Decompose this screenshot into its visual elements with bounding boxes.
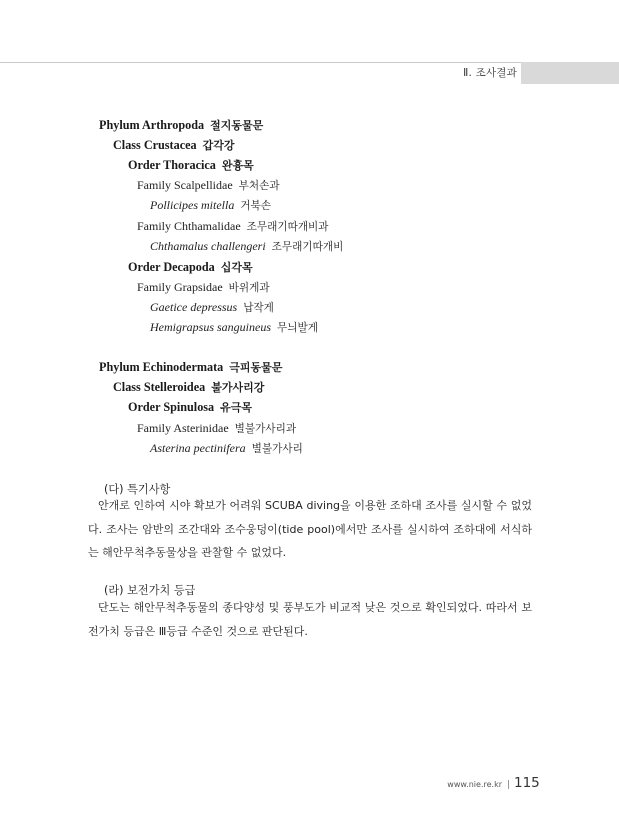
species-latin: Chthamalus challengeri [150,239,266,253]
order-spinulosa [128,399,252,416]
conservation-grade-text: 단도는 해안무척추동물의 종다양성 및 풍부도가 비교적 낮은 것으로 확인되었다. 따라서 보전가치 등급은 Ⅲ등급 수준인 것으로 판단된다. [88,601,532,638]
family-korean: 바위게과 [228,282,270,294]
class-korean: 갑각강 [202,139,235,152]
order-latin: Order Thoracica [128,158,216,172]
family-scalpellidae [137,177,280,194]
family-latin: Family Scalpellidae [137,178,233,192]
species-korean: 무늬발게 [277,322,318,334]
class-latin: Class Stelleroidea [113,380,206,394]
family-latin: Family Asterinidae [137,421,229,435]
family-asterinidae [137,420,296,437]
species-latin: Asterina pectinifera [150,441,246,455]
species-korean: 별불가사리 [251,443,303,455]
order-korean: 완흉목 [221,159,254,172]
species-pollicipes [150,197,271,214]
order-latin: Order Decapoda [128,260,215,274]
order-thoracica [128,157,254,174]
species-korean: 거북손 [240,200,272,212]
phylum-arthropoda [99,117,263,134]
species-korean: 납작게 [243,302,274,314]
class-stelleroidea [113,379,264,396]
phylum-korean: 절지동물문 [210,119,264,132]
family-grapsidae [137,279,270,296]
species-chthamalus [150,238,343,255]
species-asterina [150,440,303,457]
family-korean: 조무래기따개비과 [246,221,329,233]
footer-divider [508,780,509,789]
conservation-grade-body [88,596,532,643]
order-korean: 유극목 [220,401,253,414]
class-latin: Class Crustacea [113,138,197,152]
phylum-korean: 극피동물문 [229,361,283,374]
phylum-latin: Phylum Arthropoda [99,118,205,132]
order-latin: Order Spinulosa [128,400,215,414]
species-hemigrapsus [150,319,318,336]
species-korean: 조무래기따개비 [271,241,344,253]
order-korean: 십각목 [220,261,253,274]
species-latin: Pollicipes mitella [150,198,235,212]
phylum-latin: Phylum Echinodermata [99,360,224,374]
species-latin: Hemigrapsus sanguineus [150,320,272,334]
section-title: Ⅱ. 조사결과 [463,67,517,79]
special-notes-body [88,494,532,565]
footer-url: www.nie.re.kr [447,780,502,789]
page-number: 115 [514,775,540,791]
family-latin: Family Grapsidae [137,280,223,294]
class-korean: 불가사리강 [211,381,265,394]
phylum-echinodermata [99,359,282,376]
special-notes-text: 안개로 인하여 시야 확보가 어려워 SCUBA diving을 이용한 조하대 조사를 실시할 수 없었다. 조사는 암반의 조간대와 조수웅덩이(tide pool)에서만 조사를 실시하여 조하대에 서식하는 해안무척추동물상을 관찰할 수 없었다. [88,499,532,559]
species-latin: Gaetice depressus [150,300,238,314]
family-chthamalidae [137,218,329,235]
special-notes-heading: (다) 특기사항 [104,483,171,496]
order-decapoda [128,259,253,276]
family-latin: Family Chthamalidae [137,219,241,233]
section-tab [521,62,619,84]
family-korean: 별불가사리과 [234,423,297,435]
class-crustacea [113,137,235,154]
conservation-grade-heading: (라) 보전가치 등급 [104,584,196,597]
family-korean: 부처손과 [238,180,280,192]
species-gaetice [150,299,274,316]
